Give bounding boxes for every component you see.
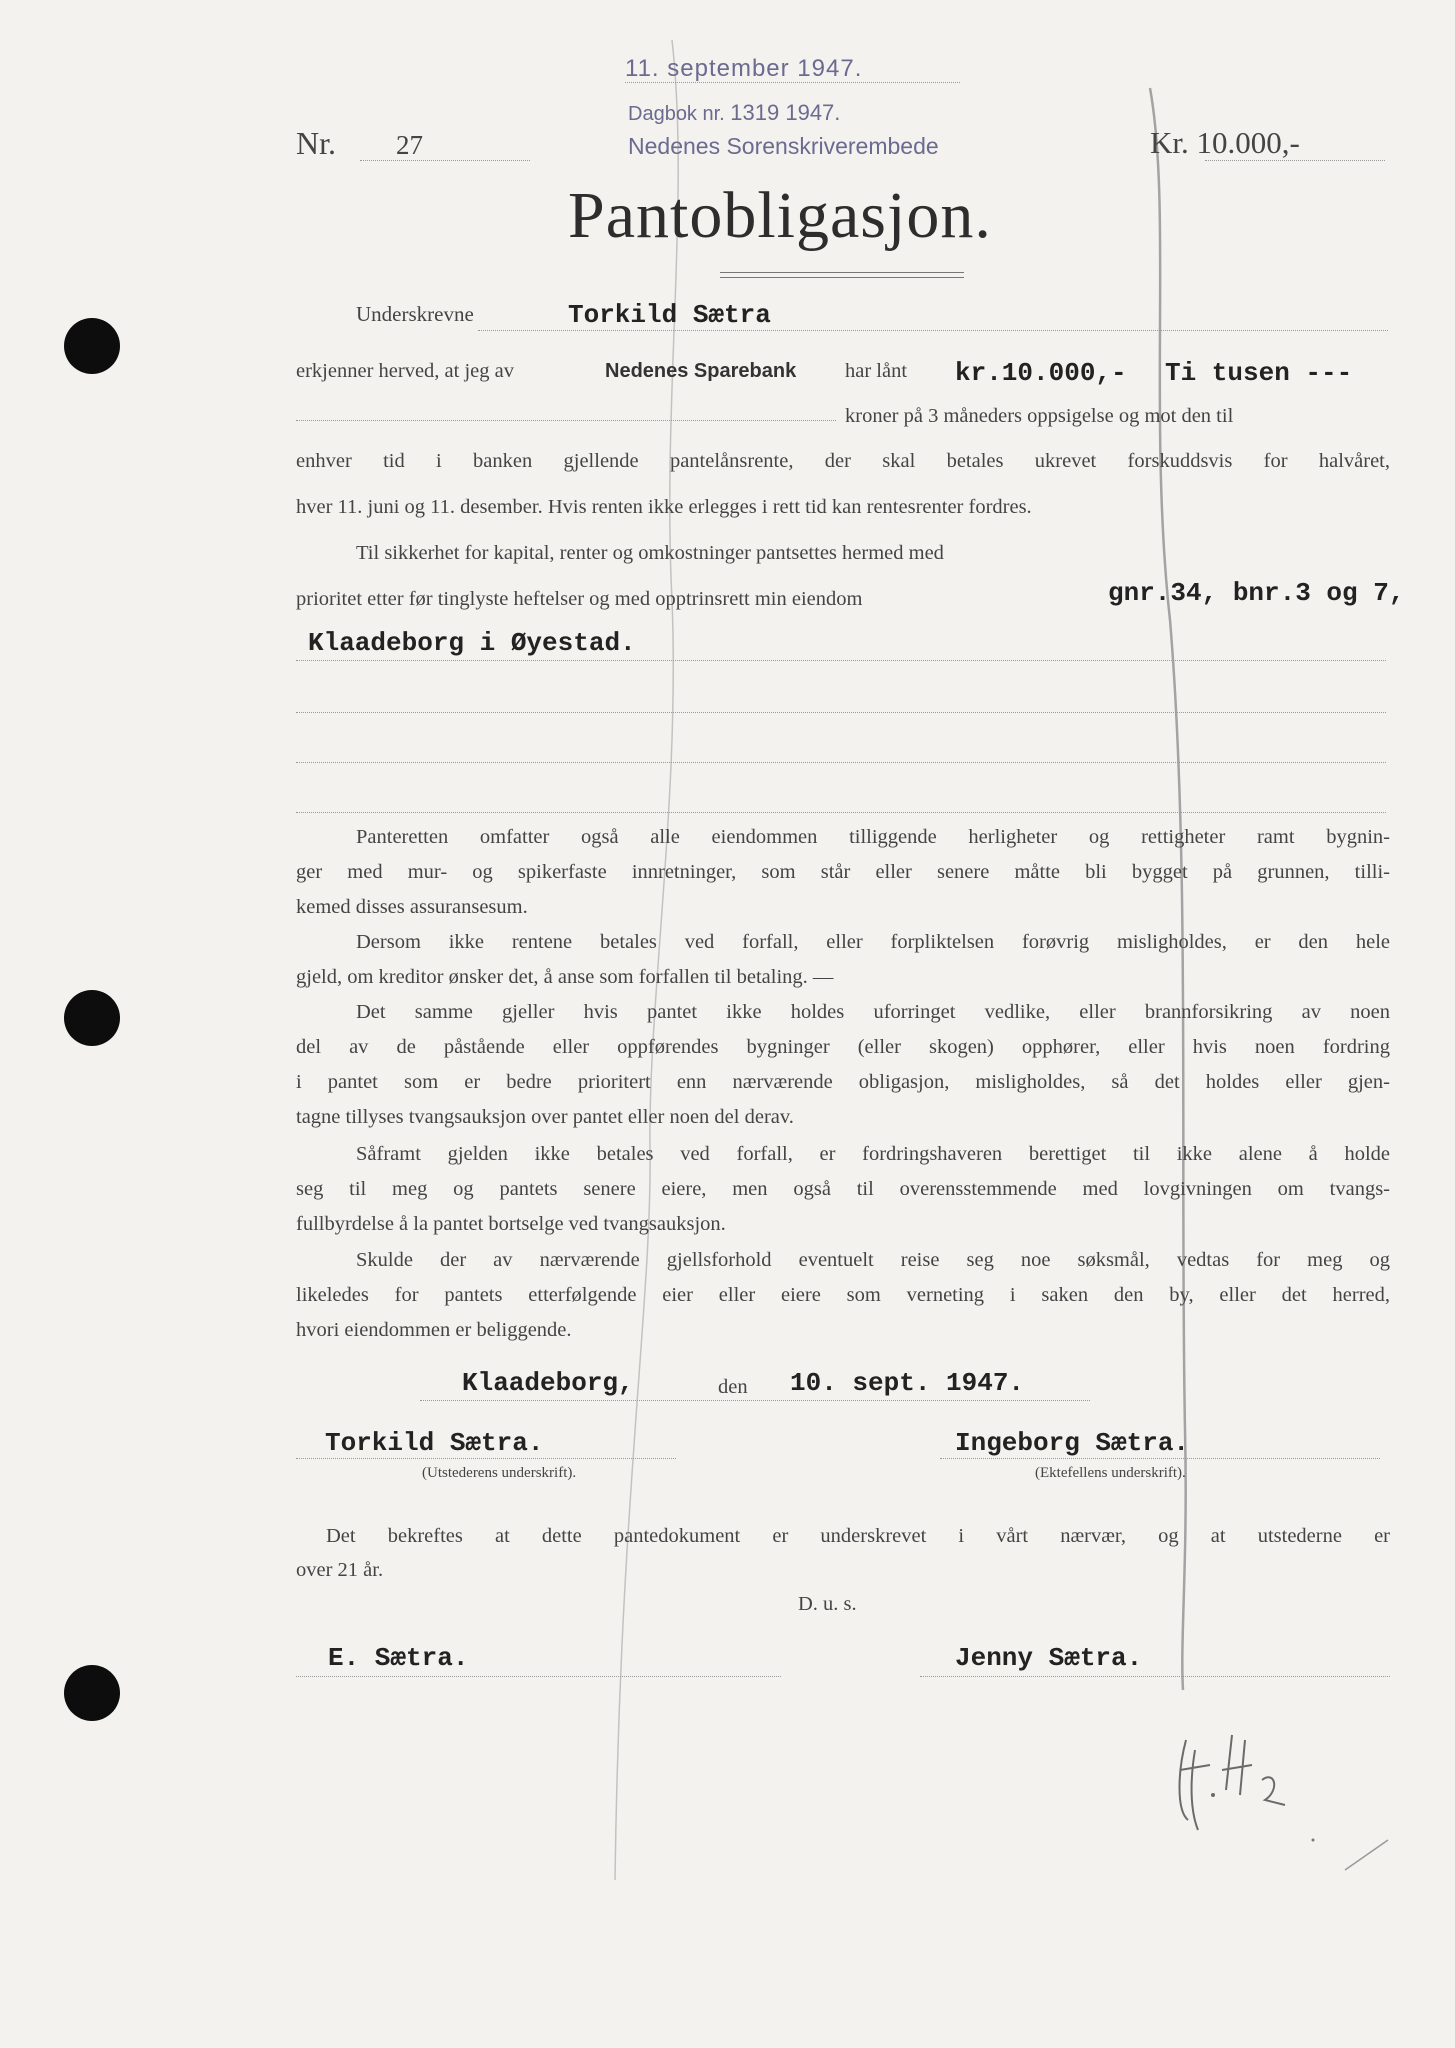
spouse-caption: (Ektefellens underskrift). <box>1035 1465 1186 1481</box>
clause-line-15: hvori eiendommen er beliggende. <box>296 1319 572 1341</box>
witness-2-signature: Jenny Sætra. <box>955 1643 1143 1673</box>
undersigned-label: Underskrevne <box>356 302 474 326</box>
journal-number: 1319 1947. <box>730 100 841 125</box>
witness-line-2: over 21 år. <box>296 1559 384 1581</box>
security-line-1: Til sikkerhet for kapital, renter og omkostninger pantsettes hermed med <box>356 542 944 564</box>
clause-line-7: del av de påstående eller oppførendes bygninger (eller skogen) opphører, eller hvis noen fordring <box>296 1036 1390 1058</box>
signing-date: 10. sept. 1947. <box>790 1368 1025 1398</box>
clause-line-2: ger med mur- og spikerfaste innretninger, som står eller senere måtte bli bygget på grunnen, tilli- <box>296 861 1390 883</box>
property-ids: gnr.34, bnr.3 og 7, <box>1108 578 1405 608</box>
amount-header: Kr. 10.000,- <box>1150 125 1300 160</box>
security-line-2: prioritet etter før tinglyste heftelser og med opptrinsrett min eiendom <box>296 588 863 610</box>
witness-line-1: Det bekreftes at dette pantedokument er underskrevet i vårt nærvær, og at utstederne er <box>326 1525 1390 1547</box>
undersigned-name: Torkild Sætra <box>568 300 771 330</box>
property-name: Klaadeborg i Øyestad. <box>308 628 636 658</box>
acknowledge-text-1: erkjenner herved, at jeg av <box>296 360 514 382</box>
loan-amount-words: Ti tusen --- <box>1165 358 1353 388</box>
clause-line-14: likeledes for pantets etterfølgende eier eller eiere som verneting i saken den by, eller det herred, <box>296 1284 1390 1306</box>
acknowledge-text-2: har lånt <box>845 360 908 382</box>
spouse-signature: Ingeborg Sætra. <box>955 1428 1190 1458</box>
signing-place: Klaadeborg, <box>462 1368 634 1398</box>
clause-line-10: Såframt gjelden ikke betales ved forfall, er fordringshaveren berettiget til ikke alene å holde <box>356 1143 1390 1165</box>
clause-line-6: Det samme gjeller hvis pantet ikke holdes uforringet vedlike, eller brannforsikring av noen <box>356 1001 1390 1023</box>
clause-line-3: kemed disses assuransesum. <box>296 896 528 918</box>
terms-line-3: hver 11. juni og 11. desember. Hvis renten ikke erlegges i rett tid kan rentesrenter fordres. <box>296 496 1032 518</box>
creditor-bank: Nedenes Sparebank <box>605 360 797 382</box>
terms-line-1: kroner på 3 måneders oppsigelse og mot den til <box>845 405 1234 427</box>
journal-label: Dagbok nr. <box>628 103 725 125</box>
witness-dus: D. u. s. <box>798 1593 857 1615</box>
signing-den: den <box>718 1376 748 1398</box>
loan-amount: kr.10.000,- <box>955 358 1127 388</box>
document-number: 27 <box>396 130 423 160</box>
entry-date: 11. september 1947. <box>625 55 863 82</box>
witness-1-signature: E. Sætra. <box>328 1643 469 1673</box>
terms-line-2: enhver tid i banken gjellende pantelånsrente, der skal betales ukrevet forskuddsvis for halvåret, <box>296 450 1390 472</box>
clause-line-4: Dersom ikke rentene betales ved forfall, eller forpliktelsen forøvrig misligholdes, er den hele <box>356 931 1390 953</box>
document-number-label: Nr. <box>296 125 336 161</box>
document-title: Pantobligasjon. <box>568 179 992 252</box>
clause-line-12: fullbyrdelse å la pantet bortselge ved tvangsauksjon. <box>296 1213 726 1235</box>
clause-line-1: Panteretten omfatter også alle eiendommen tilliggende herligheter og rettigheter ramt bygnin- <box>356 826 1390 848</box>
clause-line-5: gjeld, om kreditor ønsker det, å anse som forfallen til betaling. — <box>296 966 834 988</box>
clause-line-13: Skulde der av nærværende gjellsforhold eventuelt reise seg noe søksmål, vedtas for meg og <box>356 1249 1390 1271</box>
clause-line-9: tagne tillyses tvangsauksjon over pantet eller noen del derav. <box>296 1106 794 1128</box>
court-office: Nedenes Sorenskriverembede <box>628 133 939 159</box>
issuer-caption: (Utstederens underskrift). <box>422 1465 577 1481</box>
issuer-signature: Torkild Sætra. <box>325 1428 544 1458</box>
clause-line-8: i pantet som er bedre prioritert enn nærværende obligasjon, misligholdes, så det holdes eller gjen- <box>296 1071 1390 1093</box>
clause-line-11: seg til meg og pantets senere eiere, men også til overensstemmende med lovgivningen om tvangs- <box>296 1178 1390 1200</box>
